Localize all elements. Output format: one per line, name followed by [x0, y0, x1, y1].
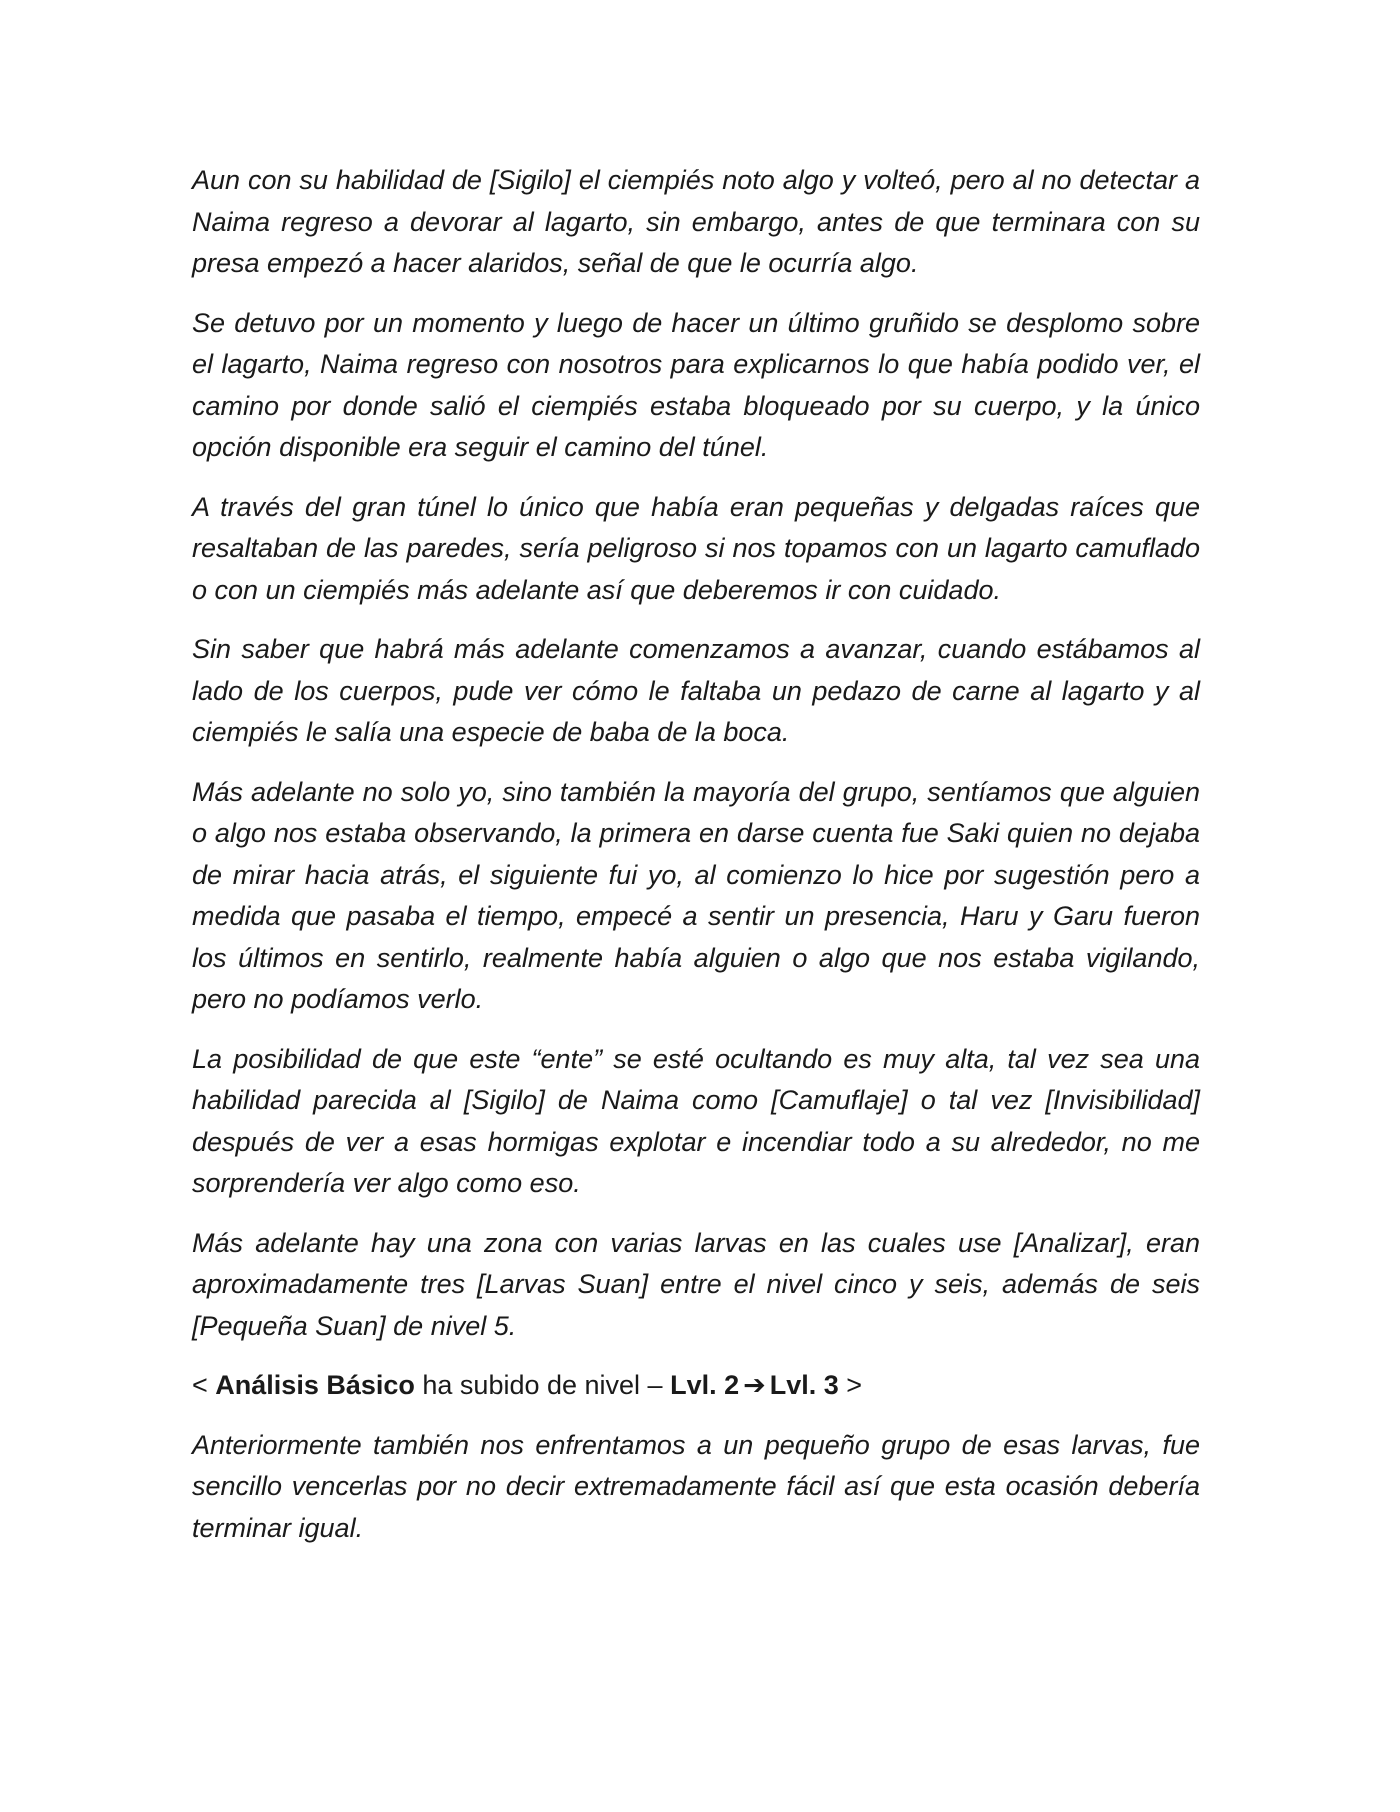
to-level: Lvl. 3 — [769, 1370, 839, 1400]
from-level: Lvl. 2 — [670, 1370, 740, 1400]
skill-name: Análisis Básico — [215, 1370, 415, 1400]
paragraph: Más adelante no solo yo, sino también la mayoría del grupo, sentíamos que alguien o algo nos estaba observando, la primera en darse cuenta fue Saki quien no dejaba de mirar hacia atrás, el siguiente fui yo, al comienzo lo hice por sugestión pero a medida que pasaba el tiempo, empecé a sentir un presencia, Haru y Garu fueron los últimos en sentirlo, realmente había alguien o algo que nos estaba vigilando, pero no podíamos verlo. — [192, 776, 1200, 1014]
paragraph: Sin saber que habrá más adelante comenzamos a avanzar, cuando estábamos al lado de los cuerpos, pude ver cómo le faltaba un pedazo de carne al lagarto y al ciempiés le salía una especie de baba de la boca. — [192, 634, 1200, 747]
notice-text: ha subido de nivel – — [414, 1370, 671, 1400]
paragraph: Se detuvo por un momento y luego de hacer un último gruñido se desplomo sobre el lagarto, Naima regreso con nosotros para explicarnos lo que había podido ver, el camino por donde salió el ciempiés estaba bloqueado por su cuerpo, y la único opción disponible era seguir el camino del túnel. — [192, 307, 1200, 462]
notice-close-bracket: > — [846, 1370, 863, 1400]
paragraph: Anteriormente también nos enfrentamos a un pequeño grupo de esas larvas, fue sencillo vencerlas por no decir extremadamente fácil así que esta ocasión debería terminar igual. — [192, 1429, 1200, 1543]
paragraph: A través del gran túnel lo único que había eran pequeñas y delgadas raíces que resaltaban de las paredes, sería peligroso si nos topamos con un lagarto camuflado o con un ciempiés más adelante así que deberemos ir con cuidado. — [192, 491, 1200, 605]
paragraph: Aun con su habilidad de [Sigilo] el ciempiés noto algo y volteó, pero al no detectar a Naima regreso a devorar al lagarto, sin embargo, antes de que terminara con su presa empezó a hacer alaridos, señal de que le ocurría algo. — [192, 165, 1200, 278]
notice-open-bracket: < — [192, 1370, 208, 1400]
paragraph: La posibilidad de que este “ente” se esté ocultando es muy alta, tal vez sea una habilidad parecida al [Sigilo] de Naima como [Camuflaje] o tal vez [Invisibilidad] después de ver a esas hormigas explotar e incendiar todo a su alrededor, no me sorprendería ver algo como eso. — [192, 1043, 1200, 1198]
level-up-notice — [192, 1365, 1200, 1407]
arrow-right-icon: ➔ — [743, 1370, 766, 1400]
paragraph: Más adelante hay una zona con varias larvas en las cuales use [Analizar], eran aproximadamente tres [Larvas Suan] entre el nivel cinco y seis, además de seis [Pequeña Suan] de nivel 5. — [192, 1227, 1200, 1341]
document-page — [192, 160, 1200, 1567]
